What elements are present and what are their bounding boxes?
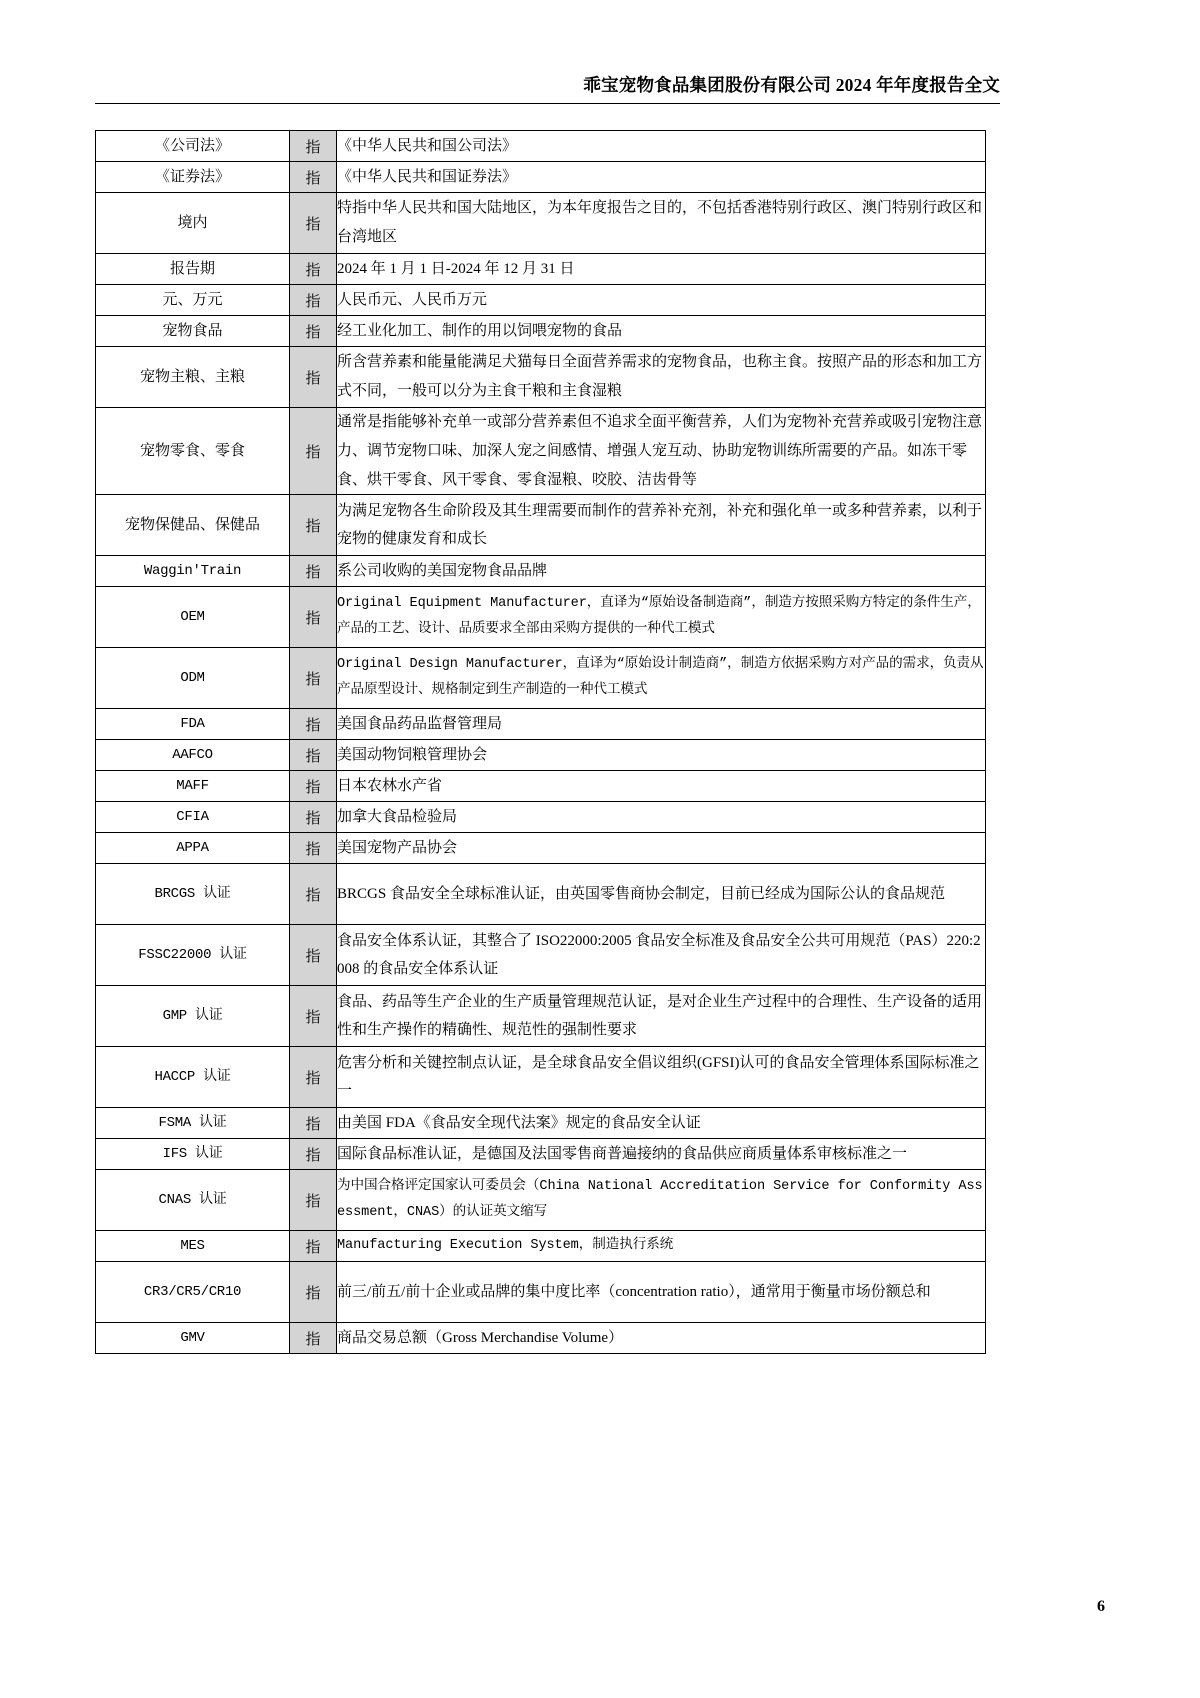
table-row [96, 131, 986, 162]
glossary-relation-label: 指 [290, 1139, 337, 1170]
table-row [96, 709, 986, 740]
glossary-definition: Original Equipment Manufacturer，直译为“原始设备制造商”，制造方按照采购方特定的条件生产，产品的工艺、设计、品质要求全部由采购方提供的一种代工模式 [337, 587, 986, 648]
glossary-definition: 所含营养素和能量能满足犬猫每日全面营养需求的宠物食品，也称主食。按照产品的形态和加工方式不同，一般可以分为主食干粮和主食湿粮 [337, 347, 986, 408]
glossary-definition: 人民币元、人民币万元 [337, 285, 986, 316]
glossary-term: APPA [96, 833, 290, 864]
glossary-relation-label: 指 [290, 347, 337, 408]
glossary-definition: 日本农林水产省 [337, 771, 986, 802]
glossary-term: 宠物食品 [96, 316, 290, 347]
glossary-relation-label: 指 [290, 1231, 337, 1262]
glossary-definition: 危害分析和关键控制点认证，是全球食品安全倡议组织(GFSI)认可的食品安全管理体系国际标准之一 [337, 1047, 986, 1108]
glossary-term: ODM [96, 648, 290, 709]
table-row [96, 771, 986, 802]
glossary-relation-label: 指 [290, 1108, 337, 1139]
table-row [96, 1047, 986, 1108]
table-row [96, 556, 986, 587]
table-row [96, 495, 986, 556]
table-row [96, 986, 986, 1047]
glossary-relation-label: 指 [290, 408, 337, 495]
glossary-relation-label: 指 [290, 864, 337, 925]
glossary-term: MAFF [96, 771, 290, 802]
glossary-definition: 商品交易总额（Gross Merchandise Volume） [337, 1323, 986, 1354]
table-row [96, 1262, 986, 1323]
glossary-definition: Original Design Manufacturer，直译为“原始设计制造商”，制造方依据采购方对产品的需求，负责从产品原型设计、规格制定到生产制造的一种代工模式 [337, 648, 986, 709]
glossary-term: GMP 认证 [96, 986, 290, 1047]
glossary-definition: 美国动物饲粮管理协会 [337, 740, 986, 771]
glossary-relation-label: 指 [290, 986, 337, 1047]
glossary-relation-label: 指 [290, 285, 337, 316]
table-row [96, 740, 986, 771]
glossary-term: AAFCO [96, 740, 290, 771]
glossary-definition: BRCGS 食品安全全球标准认证，由英国零售商协会制定，目前已经成为国际公认的食品规范 [337, 864, 986, 925]
table-row [96, 587, 986, 648]
glossary-relation-label: 指 [290, 648, 337, 709]
glossary-relation-label: 指 [290, 316, 337, 347]
glossary-definition: 《中华人民共和国公司法》 [337, 131, 986, 162]
glossary-definition: 由美国 FDA《食品安全现代法案》规定的食品安全认证 [337, 1108, 986, 1139]
glossary-relation-label: 指 [290, 193, 337, 254]
glossary-term: 元、万元 [96, 285, 290, 316]
glossary-definition: 加拿大食品检验局 [337, 802, 986, 833]
glossary-relation-label: 指 [290, 802, 337, 833]
glossary-term: GMV [96, 1323, 290, 1354]
glossary-table-body [96, 131, 986, 1354]
glossary-term: FDA [96, 709, 290, 740]
glossary-term: CNAS 认证 [96, 1170, 290, 1231]
glossary-term: 报告期 [96, 254, 290, 285]
glossary-term: BRCGS 认证 [96, 864, 290, 925]
page-header-title: 乖宝宠物食品集团股份有限公司 2024 年年度报告全文 [583, 75, 1000, 95]
glossary-definition: 前三/前五/前十企业或品牌的集中度比率（concentration ratio），通常用于衡量市场份额总和 [337, 1262, 986, 1323]
glossary-relation-label: 指 [290, 1262, 337, 1323]
glossary-term: CFIA [96, 802, 290, 833]
glossary-term: FSSC22000 认证 [96, 925, 290, 986]
glossary-definition: 美国宠物产品协会 [337, 833, 986, 864]
glossary-definition: 《中华人民共和国证券法》 [337, 162, 986, 193]
glossary-term: 《公司法》 [96, 131, 290, 162]
table-row [96, 1108, 986, 1139]
glossary-definition: 美国食品药品监督管理局 [337, 709, 986, 740]
glossary-relation-label: 指 [290, 495, 337, 556]
table-row [96, 1231, 986, 1262]
glossary-relation-label: 指 [290, 131, 337, 162]
table-row [96, 802, 986, 833]
glossary-table [95, 130, 986, 1354]
glossary-term: OEM [96, 587, 290, 648]
table-row [96, 925, 986, 986]
glossary-relation-label: 指 [290, 162, 337, 193]
table-row [96, 864, 986, 925]
glossary-relation-label: 指 [290, 587, 337, 648]
table-row [96, 285, 986, 316]
table-row [96, 254, 986, 285]
glossary-relation-label: 指 [290, 740, 337, 771]
glossary-relation-label: 指 [290, 1047, 337, 1108]
glossary-definition: 国际食品标准认证，是德国及法国零售商普遍接纳的食品供应商质量体系审核标准之一 [337, 1139, 986, 1170]
table-row [96, 408, 986, 495]
glossary-definition: 为满足宠物各生命阶段及其生理需要而制作的营养补充剂，补充和强化单一或多种营养素，以利于宠物的健康发育和成长 [337, 495, 986, 556]
glossary-relation-label: 指 [290, 771, 337, 802]
page-number: 6 [1097, 1598, 1105, 1615]
glossary-term: 宠物零食、零食 [96, 408, 290, 495]
glossary-term: MES [96, 1231, 290, 1262]
table-row [96, 648, 986, 709]
glossary-term: HACCP 认证 [96, 1047, 290, 1108]
glossary-term: FSMA 认证 [96, 1108, 290, 1139]
glossary-term: 宠物保健品、保健品 [96, 495, 290, 556]
glossary-term: Waggin'Train [96, 556, 290, 587]
glossary-definition: 经工业化加工、制作的用以饲喂宠物的食品 [337, 316, 986, 347]
glossary-term: 境内 [96, 193, 290, 254]
glossary-term: 《证券法》 [96, 162, 290, 193]
header-divider-rule [95, 103, 1000, 104]
glossary-definition: 通常是指能够补充单一或部分营养素但不追求全面平衡营养，人们为宠物补充营养或吸引宠物注意力、调节宠物口味、加深人宠之间感情、增强人宠互动、协助宠物训练所需要的产品。如冻干零食、烘干零食、风干零食、零食湿粮、咬胶、洁齿骨等 [337, 408, 986, 495]
table-row [96, 162, 986, 193]
glossary-definition: 为中国合格评定国家认可委员会（China National Accreditation Service for Conformity Assessment，CNAS）的认证英文缩写 [337, 1170, 986, 1231]
table-row [96, 347, 986, 408]
glossary-term: 宠物主粮、主粮 [96, 347, 290, 408]
glossary-relation-label: 指 [290, 833, 337, 864]
glossary-definition: 特指中华人民共和国大陆地区，为本年度报告之目的，不包括香港特别行政区、澳门特别行政区和台湾地区 [337, 193, 986, 254]
glossary-term: CR3/CR5/CR10 [96, 1262, 290, 1323]
glossary-relation-label: 指 [290, 1170, 337, 1231]
glossary-relation-label: 指 [290, 925, 337, 986]
table-row [96, 1323, 986, 1354]
glossary-definition: Manufacturing Execution System，制造执行系统 [337, 1231, 986, 1262]
table-row [96, 833, 986, 864]
glossary-definition: 食品安全体系认证，其整合了 ISO22000:2005 食品安全标准及食品安全公共可用规范（PAS）220:2008 的食品安全体系认证 [337, 925, 986, 986]
glossary-term: IFS 认证 [96, 1139, 290, 1170]
table-row [96, 316, 986, 347]
glossary-definition: 2024 年 1 月 1 日-2024 年 12 月 31 日 [337, 254, 986, 285]
table-row [96, 193, 986, 254]
glossary-relation-label: 指 [290, 556, 337, 587]
glossary-relation-label: 指 [290, 709, 337, 740]
table-row [96, 1170, 986, 1231]
glossary-table-container [95, 130, 985, 1354]
table-row [96, 1139, 986, 1170]
glossary-definition: 系公司收购的美国宠物食品品牌 [337, 556, 986, 587]
glossary-relation-label: 指 [290, 1323, 337, 1354]
glossary-relation-label: 指 [290, 254, 337, 285]
glossary-definition: 食品、药品等生产企业的生产质量管理规范认证，是对企业生产过程中的合理性、生产设备的适用性和生产操作的精确性、规范性的强制性要求 [337, 986, 986, 1047]
